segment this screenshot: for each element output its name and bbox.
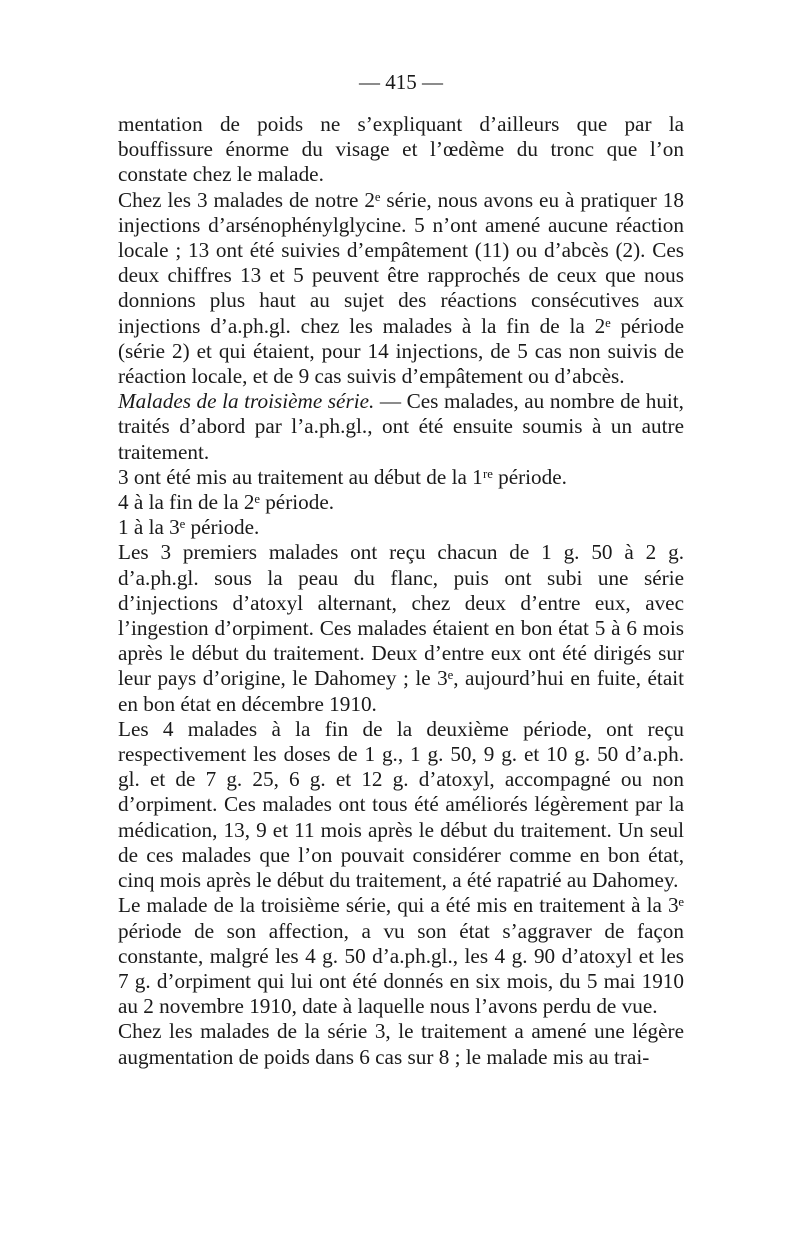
book-page: [118, 70, 684, 1070]
paragraph-list-2: 4 à la fin de la 2ᵉ période.: [118, 490, 335, 515]
paragraph-serie-3-poids: Chez les malades de la série 3, le traitement a amené une légère augmentation de poids dans 6 cas sur 8 ; le malade mis au trai-: [118, 1019, 684, 1069]
paragraph-list-3: 1 à la 3ᵉ période.: [118, 515, 260, 540]
paragraph-continuation: mentation de poids ne s’expliquant d’ailleurs que par la bouffissure énorme du visage et l’œdème du tronc que l’on constate chez le malade.: [118, 112, 684, 187]
paragraph-list-1: 3 ont été mis au traitement au début de la 1ʳᵉ période.: [118, 464, 567, 489]
paragraph-trois-premiers: Les 3 premiers malades ont reçu chacun de 1 g. 50 à 2 g. d’a.ph.gl. sous la peau du flanc, puis ont subi une série d’injections d’atoxyl alternant, chez deux d’entre eux, avec l’ingestion d’orpiment. Ces malades étaient en bon état 5 à 6 mois après le début du traitement. Deux d’entre eux ont été dirigés sur leur pays d’origine, le Dahomey ; le 3ᵉ, aujourd’hui en fuite, était en bon état en décembre 1910.: [118, 540, 684, 716]
paragraph-malades-troisieme-serie: [118, 389, 684, 465]
paragraph-quatre-malades: Les 4 malades à la fin de la deuxième période, ont reçu respectivement les doses de 1 g., 1 g. 50, 9 g. et 10 g. 50 d’a.ph. gl. et de 7 g. 25, 6 g. et 12 g. d’atoxyl, accompagné ou non d’orpiment. Ces malades ont tous été améliorés légèrement par la médication, 13, 9 et 11 mois après le début du traitement. Un seul de ces malades que l’on pouvait considérer comme en bon état, cinq mois après le début du traitement, a été rapatrié au Dahomey.: [118, 716, 684, 893]
page-number: — 415 —: [359, 70, 443, 94]
run-in-text: — Ces malades, au nombre de huit, traités d’abord par l’a.ph.gl., ont été ensuite soumis à un autre traitement.: [118, 389, 684, 464]
run-in-heading: Malades de la troisième série.: [118, 389, 375, 414]
paragraph-serie-2-injections: Chez les 3 malades de notre 2ᵉ série, nous avons eu à pratiquer 18 injections d’arsénophénylglycine. 5 n’ont amené aucune réaction locale ; 13 ont été suivies d’empâtement (11) ou d’abcès (2). Ces deux chiffres 13 et 5 peuvent être rapprochés de ceux que nous donnions plus haut au sujet des réactions consécutives aux injections d’a.ph.gl. chez les malades à la fin de la 2ᵉ période (série 2) et qui étaient, pour 14 injections, de 5 cas non suivis de réaction locale, et de 9 cas suivis d’empâtement ou d’abcès.: [118, 187, 684, 389]
body-text: [118, 112, 684, 1070]
paragraph-malade-troisieme: Le malade de la troisième série, qui a été mis en traitement à la 3ᵉ période de son affection, a vu son état s’aggraver de façon constante, malgré les 4 g. 50 d’a.ph.gl., les 4 g. 90 d’atoxyl et les 7 g. d’orpiment qui lui ont été donnés en six mois, du 5 mai 1910 au 2 novembre 1910, date à laquelle nous l’avons perdu de vue.: [118, 893, 684, 1019]
